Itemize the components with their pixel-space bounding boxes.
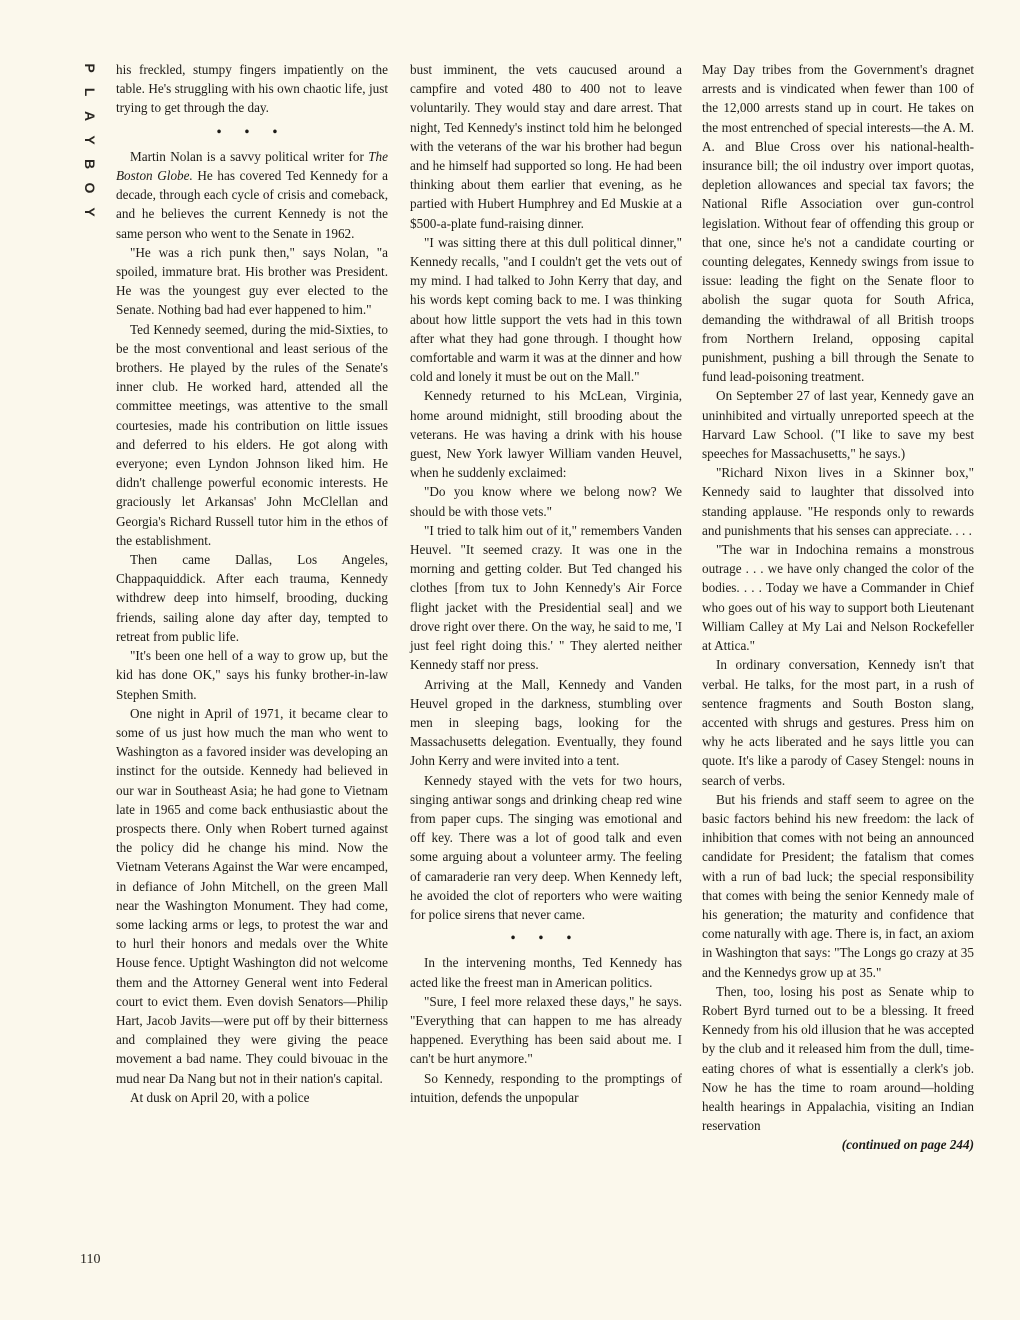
continued-note: (continued on page 244) — [841, 1137, 974, 1153]
spine-letter: O — [82, 182, 98, 194]
page-number: 110 — [80, 1252, 101, 1267]
spine-letter: A — [82, 110, 98, 122]
article-column-3 — [702, 60, 974, 1155]
paragraph: "I tried to talk him out of it," remembers Vanden Heuvel. "It seemed crazy. It was one in the morning and getting colder. But Ted changed his clothes [from tux to John Kennedy's Air Force flight jacket with the Presidential seal] and we drove right over there. On the way, he said to me, 'I just feel right doing this.' " They alerted neither Kennedy staff nor press. — [410, 522, 682, 673]
paragraph — [116, 147, 388, 243]
paragraph: In the intervening months, Ted Kennedy has acted like the freest man in American politics. — [410, 955, 682, 990]
continued-paragraph: bust imminent, the vets caucused around a campfire and voted 480 to 400 not to leave voluntarily. They would stay and dare arrest. That night, Ted Kennedy's instinct told him he belonged with the veterans of the war his brother had begun and he himself had supported so long. He had been thinking about them earlier that evening, as he partied with Hubert Humphrey and Ed Muskie at a $500-a-plate fund-raising dinner. — [410, 62, 682, 231]
paragraph: Then, too, losing his post as Senate whip to Robert Byrd turned out to be a blessing. It freed Kennedy from his old illusion that he was accepted by the club and it released him from the dull, time-eating chores of what is essentially a clerk's job. Now he has the time to roam around—holding health hearings in Appalachia, visiting an Indian reservation — [702, 983, 974, 1134]
continued-paragraph: his freckled, stumpy fingers impatiently on the table. He's struggling with his own chaotic life, just trying to get through the day. — [116, 62, 388, 116]
paragraph: Kennedy returned to his McLean, Virginia, home around midnight, still brooding about the veterans. He was having a drink with his house guest, New York lawyer William vanden Heuvel, when he suddenly exclaimed: — [410, 388, 682, 481]
paragraph-text: Martin Nolan is a savvy political writer for — [130, 148, 369, 164]
spine-letter: B — [82, 158, 98, 170]
paragraph: Ted Kennedy seemed, during the mid-Sixties, to be the most conventional and least serious of the brothers. He played by the rules of the Senate's inner club. He worked hard, attended all the committee meetings, was attentive to the small courtesies, made his contribution on little issues and deferred to his elders. He got along with everyone; even Lyndon Johnson liked him. He didn't challenge powerful economic interests. He graciously let Arkansas' John McClellan and Georgia's Richard Russell tutor him in the ethos of the establishment. — [116, 321, 388, 548]
paragraph: Then came Dallas, Los Angeles, Chappaquiddick. After each trauma, Kennedy withdrew deep into himself, brooding, ducking friends, sailing alone day after day, tempted to retreat from public life. — [116, 552, 388, 644]
publication-title: The Boston Globe. — [116, 148, 388, 184]
paragraph: "The war in Indochina remains a monstrous outrage . . . we have only changed the color of the bodies. . . . Today we have a Commander in Chief who goes out of his way to support both Lieutenant William Calley at My Lai and Nelson Rockefeller at Attica." — [702, 542, 974, 654]
paragraph: "It's been one hell of a way to grow up, but the kid has done OK," says his funky brother-in-law Stephen Smith. — [116, 648, 388, 702]
article-column-2 — [410, 60, 682, 1107]
article-column-1 — [116, 60, 388, 1107]
paragraph: But his friends and staff seem to agree on the basic factors behind his new freedom: the lack of inhibition that comes with not being an announced candidate for President; the fatalism that comes with a run of bad luck; the special responsibility that comes with being the senior Kennedy male of his generation; the maturity and confidence that come naturally with age. There is, in fact, an axiom in Washington that says: "The Longs go crazy at 35 and the Kennedys grow up at 35." — [702, 791, 974, 980]
spine-letter: Y — [82, 135, 98, 145]
spine-letter: Y — [82, 207, 98, 217]
paragraph: "Do you know where we belong now? We should be with those vets." — [410, 484, 682, 519]
paragraph: Kennedy stayed with the vets for two hours, singing antiwar songs and drinking cheap red wine from paper cups. The singing was emotional and off key. There was a lot of good talk and even some arguing about a volunteer army. The feeling of camaraderie ran very deep. When Kennedy left, he avoided the clot of reporters who were waiting for police sirens that never came. — [410, 772, 682, 922]
paragraph: In ordinary conversation, Kennedy isn't that verbal. He talks, for the most part, in a rush of sentence fragments and South Boston slang, accented with shrugs and gestures. Press him on why he acts liberated and he says little you can quote. It's like a parody of Casey Stengel: nouns in search of verbs. — [702, 657, 974, 788]
magazine-spine-logo — [80, 56, 100, 224]
paragraph: "I was sitting there at this dull political dinner," Kennedy recalls, "and I couldn't get the vets out of my mind. I had talked to John Kerry that day, and his words kept coming back to me. I was thinking about how little support the vets had in this town after what they had gone through. I thought how comfortable and warm it was at the dinner and how cold and lonely it must be out on the Mall." — [410, 234, 682, 385]
spine-letter: P — [82, 63, 98, 73]
continued-paragraph: May Day tribes from the Government's dragnet arrests and is vindicated when fewer than 100 of the 12,000 arrests stand up in court. He takes on the most entrenched of special interests—the A. M. A. and Blue Cross over his national-health-insurance bill; the oil industry over import quotas, depletion allowances and special tax favors; the National Rifle Association over gun-control legislation. Without fear of offending this group or that one, since he's not a candidate courting or counting delegates, Kennedy swings from issue to issue: leading the fight on the Senate floor to abolish the sugar quota for South Africa, demanding the withdrawal of all British troops from Northern Ireland, opposing capital punishment, pushing a bill through the Senate to fund lead-poisoning treatment. — [702, 62, 974, 385]
paragraph-text: He has covered Ted Kennedy for a decade, through each cycle of crisis and comeback, and he believes the current Kennedy is not the same person who went to the Senate in 1962. — [116, 168, 388, 241]
paragraph: "Richard Nixon lives in a Skinner box," Kennedy said to laughter that dissolved into standing applause. "He responds only to rewards and punishments that his senses can appreciate. . . . — [702, 465, 974, 538]
paragraph: So Kennedy, responding to the promptings of intuition, defends the unpopular — [410, 1070, 682, 1105]
spine-letter: L — [82, 87, 98, 97]
paragraph: "Sure, I feel more relaxed these days," he says. "Everything that can happen to me has already happened. Everything has been said about me. I can't be hurt anymore." — [410, 993, 682, 1067]
section-break: • • • — [216, 123, 288, 139]
paragraph: Arriving at the Mall, Kennedy and Vanden Heuvel groped in the darkness, stumbling over men in sleeping bags, looking for the Massachusetts delegation. Eventually, they found John Kerry and were invited into a tent. — [410, 676, 682, 769]
paragraph: "He was a rich punk then," says Nolan, "a spoiled, immature brat. His brother was President. He was the youngest guy ever elected to the Senate. Nothing bad had ever happened to him." — [116, 244, 388, 318]
paragraph: On September 27 of last year, Kennedy gave an uninhibited and virtually unreported speech at the Harvard Law School. ("I like to save my best speeches for Massachusetts," he says.) — [702, 388, 974, 462]
paragraph: One night in April of 1971, it became clear to some of us just how much the man who went to Washington as a favored insider was developing an instinct for the outside. Kennedy had believed in our war in Southeast Asia; he had gone to Vietnam late in 1965 and come back enthusiastic about the prospects there. Only when Robert turned against the policy did he change his mind. Now the Vietnam Veterans Against the War were encamped, in defiance of John Mitchell, on the green Mall near the Washington Monument. They had come, some lacking arms or legs, to protest the war and to hurl their honors and medals over the White House fence. Uptight Washington did not welcome them and the Attorney General went into Federal court to evict them. Even dovish Senators—Philip Hart, Jacob Javits—were put off by their bitterness and complained they were giving the peace movement a bad name. They could bivouac in the mud near Da Nang but not in their nation's capital. — [116, 705, 388, 1086]
section-break: • • • — [510, 930, 582, 946]
paragraph: At dusk on April 20, with a police — [130, 1089, 310, 1105]
